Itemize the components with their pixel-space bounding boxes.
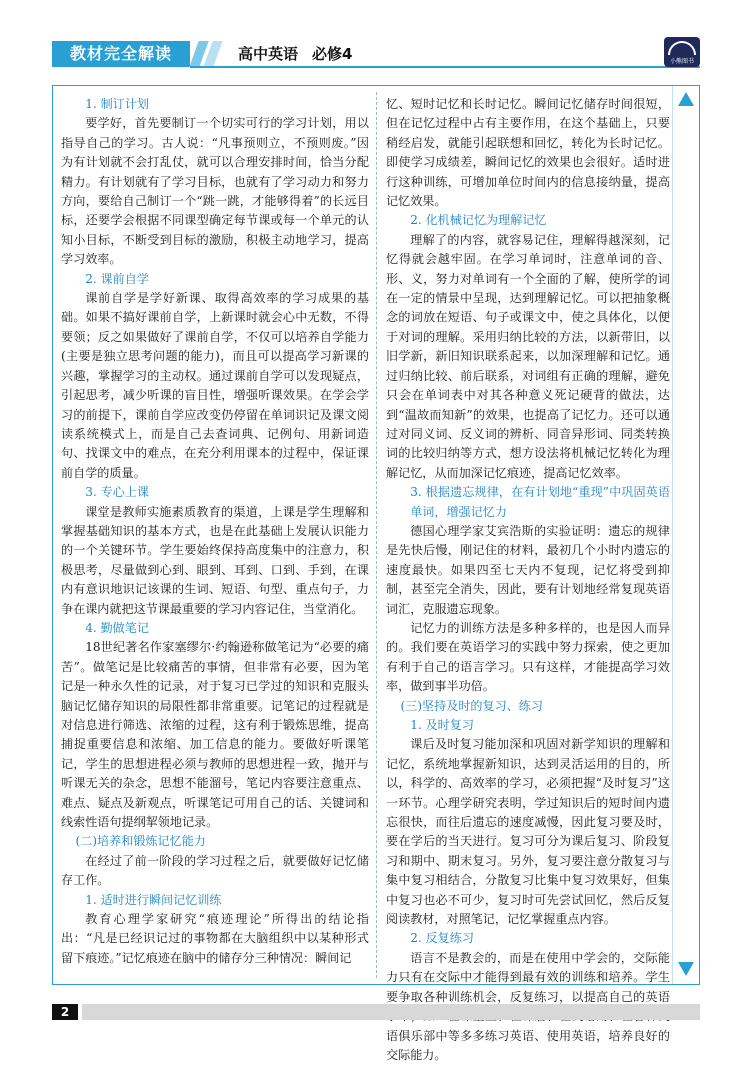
subject-label: 高中英语 [238,45,299,63]
scroll-down-arrow-icon[interactable] [678,962,694,976]
section-heading: 4. 勤做笔记 [85,620,149,635]
paragraph: 课后及时复习能加深和巩固对新学知识的理解和记忆，系统地掌握新知识，达到灵活运用的目的，所以，科学的、高效率的学习，必须把握“及时复习”这一环节。心理学研究表明，学过知识后的短时间内遗忘很快，而往后遗忘的速度减慢，因此复习要及时，要在学后的当天进行。复习可分为课后复习、阶段复习和期中、期末复习。另外，复习要注意分散复习与集中复习相结合，分散复习比集中复习效果好，但集中复习也必不可少，复习时可先尝试回忆，然后反复阅读教材，对照笔记，记忆掌握重点内容。 [386,737,670,927]
paragraph: 记忆力的训练方法是多种多样的，也是因人而异的。我们要在英语学习的实践中努力探索，使之更加有利于自己的语言学习。只有这样，才能提高学习效率，做到事半功倍。 [386,620,670,694]
section-heading: (三)坚持及时的复习、练习 [400,698,543,713]
page-header [52,41,700,67]
paragraph: 要学好，首先要制订一个切实可行的学习计划，用以指导自己的学习。古人说：“凡事预则立，不预则废。”因为有计划就不会打乱仗，就可以合理安排时间，恰当分配精力。有计划就有了学习目标，也就有了学习动力和努力方向，要给自己制订一个“跳一跳，才能够得着”的长远目标，还要学会根据不同课型确定每节课或每一个单元的认知小目标，不断受到目标的激励，积极主动地学习，提高学习效率。 [61,116,369,267]
section-heading: 3. 专心上课 [85,485,149,500]
paragraph: 教育心理学家研究“痕迹理论”所得出的结论指出：“凡是已经识记过的事物都在大脑组织中以某种形式留下痕迹。”记忆痕迹在脑中的储存分三种情况：瞬间记 [61,912,369,965]
section-heading: (二)培养和锻炼记忆能力 [75,834,206,849]
section-heading: 1. 制订计划 [85,97,149,111]
scroll-up-arrow-icon[interactable] [678,92,694,106]
paragraph: 忆、短时记忆和长时记忆。瞬间记忆储存时间很短，但在记忆过程中占有主要作用，在这个基础上，只要稍经启发，就能引起联想和回忆，转化为长时记忆。即使学习成绩差，瞬间记忆的效果也会很好。适时进行这种训练，可增加单位时间内的信息接纳量，提高记忆效果。 [386,97,670,209]
section-heading: 2. 化机械记忆为理解记忆 [410,213,547,228]
scrollbar[interactable] [672,86,699,984]
logo-arc-icon [668,41,696,55]
paragraph: 理解了的内容，就容易记住，理解得越深刻，记忆得就会越牢固。在学习单词时，注意单词的音、形、义，努力对单词有一个全面的了解，使所学的词在一定的情景中呈现，达到理解记忆。可以把抽象概念的词放在短语、句子或课文中，使之具体化，以便于对词的理解。采用归纳比较的方法，以新带旧，以旧学新，新旧知识联系起来，以加深理解和记忆。通过归纳比较、前后联系，对词组有正确的理解，避免只会在单词表中对其各种意义死记硬背的做法，达到“温故而知新”的效果，也提高了记忆力。还可以通过对同义词、反义词的辨析、同音异形词、同类转换词的比较归纳等方式，想方设法将机械记忆转化为理解记忆，从而加深记忆痕迹，提高记忆效率。 [386,232,670,480]
section-heading: 1. 及时复习 [410,718,474,732]
header-rule [190,66,700,68]
footer-bar [82,1004,700,1020]
section-heading: 2. 反复练习 [410,931,474,946]
left-column [61,95,369,968]
page-number: 2 [52,1004,78,1020]
paragraph: 课前自学是学好新课、取得高效率的学习成果的基础。如果不搞好课前自学，上新课时就会心中无数，不得要领；反之如果做好了课前自学，不仅可以培养自学能力(主要是独立思考问题的能力)，而且可以提高学习新课的兴趣，掌握学习的主动权。通过课前自学可以发现疑点，引起思考，减少听课的盲目性，增强听课效果。在学会学习的前提下，课前自学应改变仍停留在单词识记及课文阅读系统模式上，而是自己去查词典、记例句、用新词造句、找课文中的难点，在充分利用课本的过程中，保证课前自学的质量。 [61,291,369,480]
column-divider [376,92,377,978]
content-frame [52,85,700,1062]
paragraph: 课堂是教师实施素质教育的渠道，上课是学生理解和掌握基础知识的基本方式，也是在此基础上发展认识能力的一个关键环节。学生要始终保持高度集中的注意力，积极思考，尽量做到心到、眼到、耳到、口到、手到，在课内有意识地识记该课的生词、短语、句型、重点句子，力争在课内就把这节课最重要的学习内容记住，当堂消化。 [61,504,369,616]
page-footer [52,1004,700,1020]
section-heading: 2. 课前自学 [85,271,149,286]
section-heading: 3. 根据遗忘规律，在有计划地“重现”中巩固英语单词，增强记忆力 [410,485,670,519]
book-title [238,41,352,67]
section-heading: 1. 适时进行瞬间记忆训练 [85,892,222,907]
header-stripes [190,41,230,67]
paragraph: 在经过了前一阶段的学习过程之后，就要做好记忆储存工作。 [61,853,369,888]
paragraph: 语言不是教会的，而是在使用中学会的，交际能力只有在交际中才能得到最有效的训练和培养。学生要争取各种训练机会，反复练习，以提高自己的英语 语俱乐部中等多多练习英语、使用英语，培养良好的交际能力。 [386,950,670,1062]
series-title: 教材完全解读 [52,41,190,67]
volume-label: 必修4 [312,45,353,63]
publisher-logo [664,37,700,67]
right-column [386,95,670,1065]
paragraph: 德国心理学家艾宾浩斯的实验证明：遗忘的规律是先快后慢，刚记住的材料，最初几个小时内遗忘的速度最快。如果四至七天内不复现，记忆将受到抑制，甚至完全消失，因此，要有计划地经常复现英语词汇，克服遗忘现象。 [386,523,670,616]
paragraph: 18世纪著名作家塞缪尔·约翰逊称做笔记为“必要的痛苦”。做笔记是比较痛苦的事情，但非常有必要，因为笔记是一种永久性的记录，对于复习已学过的知识和克服头脑记忆储存知识的局限性都非常重要。记笔记的过程就是对信息进行筛选、浓缩的过程，这有利于锻炼思维，提高捕捉重要信息和浓缩、加工信息的能力。要做好听课笔记，学生的思想进程必须与教师的思想进程一致，抛开与听课无关的杂念，思想不能溜号，笔记内容要注意重点、难点、疑点及新观点，听课笔记可用自己的话、关键词和线索性语句提纲挈领地记录。 [61,640,369,830]
logo-text: 小熊图书 [669,58,694,65]
